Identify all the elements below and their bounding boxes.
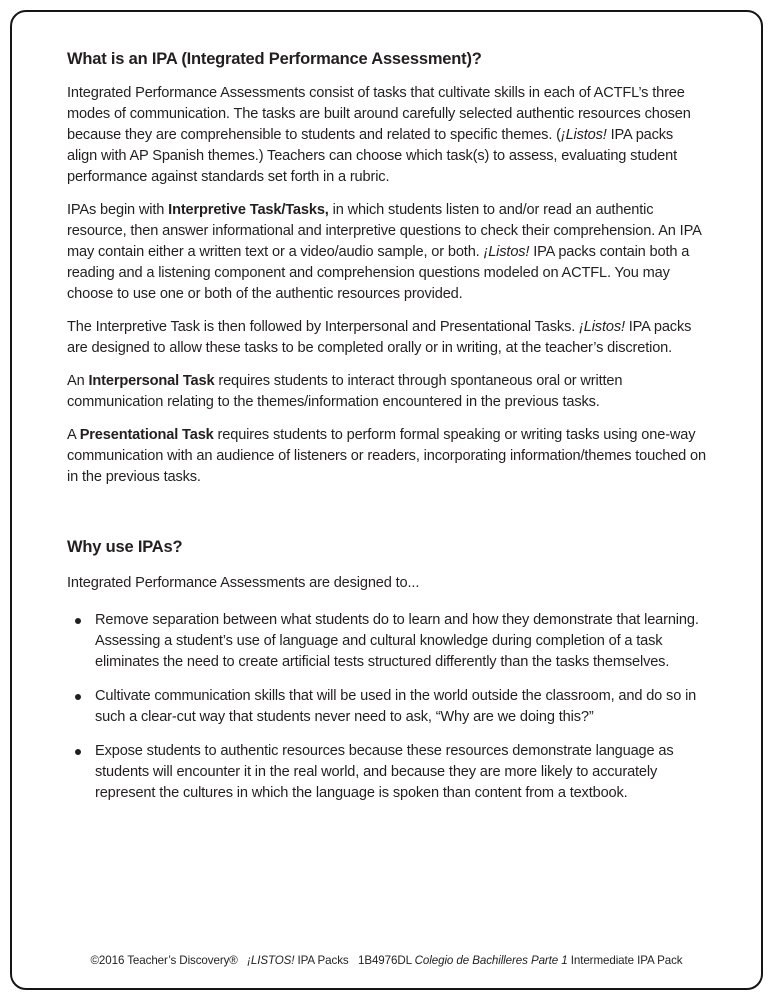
text-segment: in which students listen to and/or read an authentic resource, then answer informational and interpretive questions to check their comprehension. An IPA may contain either a written text or a video/audio sample, or both. [67, 202, 701, 260]
text-segment: IPA packs align with AP Spanish themes.) Teachers can choose which task(s) to assess, evaluating student performance against standards set forth in a rubric. [67, 127, 677, 185]
text-segment: Colegio de Bachilleres Parte 1 [414, 954, 568, 967]
text-segment: Presentational Task [79, 427, 214, 443]
text-segment: ¡Listos! [560, 127, 607, 143]
text-segment: The Interpretive Task is then followed by Interpersonal and Presentational Tasks. [67, 319, 580, 335]
text-segment: IPAs begin with [67, 202, 169, 218]
paragraph-ipa-overview [67, 83, 707, 188]
text-segment: ©2016 Teacher’s Discovery® [90, 954, 248, 967]
paragraph-why-intro: Integrated Performance Assessments are designed to... [67, 575, 420, 591]
paragraph-interpersonal-task [67, 371, 707, 413]
bullet-text: Expose students to authentic resources because these resources demonstrate language as students will encounter it in the real world, and because they are more likely to accurately represent the cultures in which the language is spoken than content from a textbook. [95, 743, 674, 801]
text-segment: IPA Packs 1B4976DL [294, 954, 415, 967]
bullet-list [67, 610, 707, 804]
text-segment: Integrated Performance Assessments consist of tasks that cultivate skills in each of ACTFL’s three modes of communication. The tasks are built around carefully selected authentic resources chosen because they are comprehensible to students and related to specific themes. ( [67, 85, 691, 143]
bullet-item-expose-authentic-resources [75, 741, 707, 804]
bullet-text: Remove separation between what students do to learn and how they demonstrate that learning. Assessing a student’s use of language and cultural knowledge during completion of a task eliminates the need to create artificial tests structured differently than the tasks themselves. [95, 612, 699, 670]
paragraph-interpretive-task [67, 200, 707, 305]
text-segment: Interpersonal Task [88, 373, 215, 389]
text-segment: Interpretive Task/Tasks, [168, 202, 329, 218]
text-segment: ¡Listos! [579, 319, 625, 335]
bullet-item-remove-separation [75, 610, 707, 673]
text-segment: IPA packs are designed to allow these tasks to be completed orally or in writing, at the teacher’s discretion. [67, 319, 692, 356]
text-segment: requires students to interact through spontaneous oral or written communication relating to the themes/information encountered in the previous tasks. [67, 373, 623, 410]
document-content [67, 50, 707, 817]
bullet-icon [75, 749, 81, 755]
text-segment: IPA packs contain both a reading and a listening component and comprehension questions modeled on ACTFL. You may choose to use one or both of the authentic resources provided. [67, 244, 690, 302]
text-segment: requires students to perform formal speaking or writing tasks using one-way communication with an audience of listeners or readers, incorporating information/themes touched on in the previous tasks. [67, 427, 706, 485]
section-heading-why-use-ipas: Why use IPAs? [67, 538, 183, 556]
section-heading-what-is-ipa: What is an IPA (Integrated Performance Assessment)? [67, 50, 482, 68]
text-segment: A [67, 427, 80, 443]
page-footer [0, 954, 773, 967]
paragraph-task-sequence [67, 317, 707, 359]
paragraph-presentational-task [67, 425, 707, 488]
text-segment: ¡LISTOS! [247, 954, 295, 967]
text-segment: ¡Listos! [483, 244, 530, 260]
bullet-text: Cultivate communication skills that will be used in the world outside the classroom, and do so in such a clear-cut way that students never need to ask, “Why are we doing this?” [95, 688, 697, 725]
bullet-icon [75, 694, 81, 700]
text-segment: An [67, 373, 89, 389]
text-segment: Intermediate IPA Pack [567, 954, 683, 967]
bullet-item-cultivate-skills [75, 686, 707, 728]
bullet-icon [75, 618, 81, 624]
